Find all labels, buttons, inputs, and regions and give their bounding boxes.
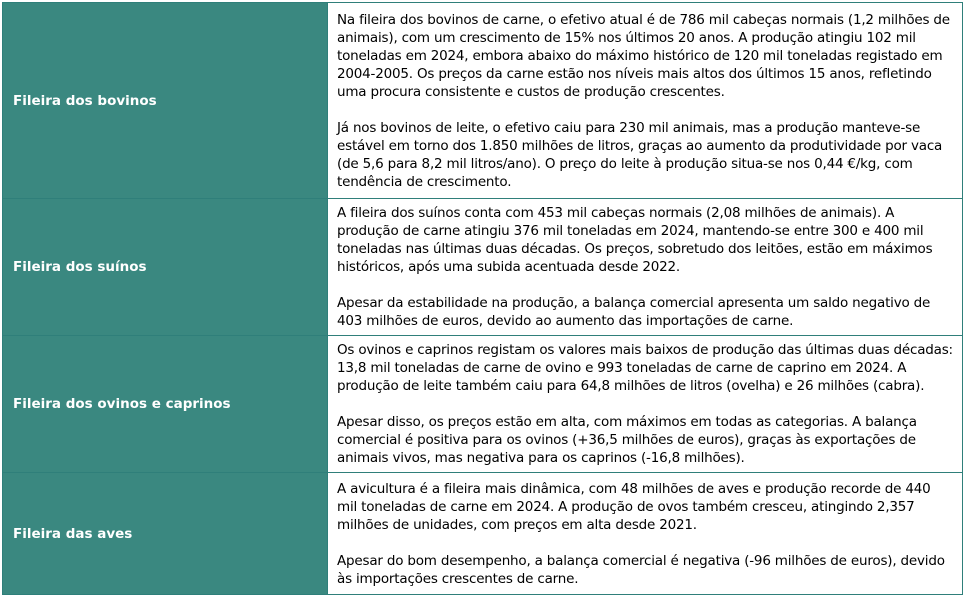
paragraph: A avicultura é a fileira mais dinâmica, com 48 milhões de aves e produção recorde de 440 mil toneladas de carne em 2024. A produção de ovos também cresceu, atingindo 2,357 milhões de unidades, com preços em alta desde 2021. (337, 480, 931, 533)
livestock-summary-table (2, 2, 963, 595)
row-label: Fileira dos bovinos (3, 3, 328, 199)
table-row-aves (3, 473, 963, 595)
row-label: Fileira dos ovinos e caprinos (3, 336, 328, 473)
table-row-suinos (3, 199, 963, 336)
row-content (328, 473, 963, 595)
table-row-bovinos (3, 3, 963, 199)
row-content (328, 199, 963, 336)
paragraph: Na fileira dos bovinos de carne, o efetivo atual é de 786 mil cabeças normais (1,2 milhões de animais), com um crescimento de 15% nos últimos 20 anos. A produção atingiu 102 mil toneladas em 2024, embora abaixo do máximo histórico de 120 mil toneladas registado em 2004-2005. Os preços da carne estão nos níveis mais altos dos últimos 15 anos, refletindo uma procura consistente e custos de produção crescentes. (337, 11, 950, 100)
row-label: Fileira dos suínos (3, 199, 328, 336)
row-label: Fileira das aves (3, 473, 328, 595)
paragraph: A fileira dos suínos conta com 453 mil cabeças normais (2,08 milhões de animais). A produção de carne atingiu 376 mil toneladas em 2024, mantendo-se entre 300 e 400 mil toneladas nas últimas duas décadas. Os preços, sobretudo dos leitões, estão em máximos históricos, após uma subida acentuada desde 2022. (337, 205, 933, 275)
paragraph: Apesar disso, os preços estão em alta, com máximos em todas as categorias. A balança comercial é positiva para os ovinos (+36,5 milhões de euros), graças às exportações de animais vivos, mas negativa para os caprinos (-16,8 milhões). (337, 414, 917, 466)
table-row-ovinos-caprinos (3, 336, 963, 473)
paragraph: Já nos bovinos de leite, o efetivo caiu para 230 mil animais, mas a produção manteve-se estável em torno dos 1.850 milhões de litros, graças ao aumento da produtividade por vaca (de 5,6 para 8,2 mil litros/ano). O preço do leite à produção situa-se nos 0,44 €/kg, com tendência de crescimento. (337, 119, 943, 190)
paragraph: Os ovinos e caprinos registam os valores mais baixos de produção das últimas duas décadas: 13,8 mil toneladas de carne de ovino e 993 toneladas de carne de caprino em 2024. A produção de leite também caiu para 64,8 milhões de litros (ovelha) e 26 milhões (cabra). (337, 342, 953, 394)
row-content (328, 336, 963, 473)
paragraph: Apesar da estabilidade na produção, a balança comercial apresenta um saldo negativo de 403 milhões de euros, devido ao aumento das importações de carne. (337, 295, 931, 329)
row-content (328, 3, 963, 199)
paragraph: Apesar do bom desempenho, a balança comercial é negativa (-96 milhões de euros), devido às importações crescentes de carne. (337, 552, 945, 587)
